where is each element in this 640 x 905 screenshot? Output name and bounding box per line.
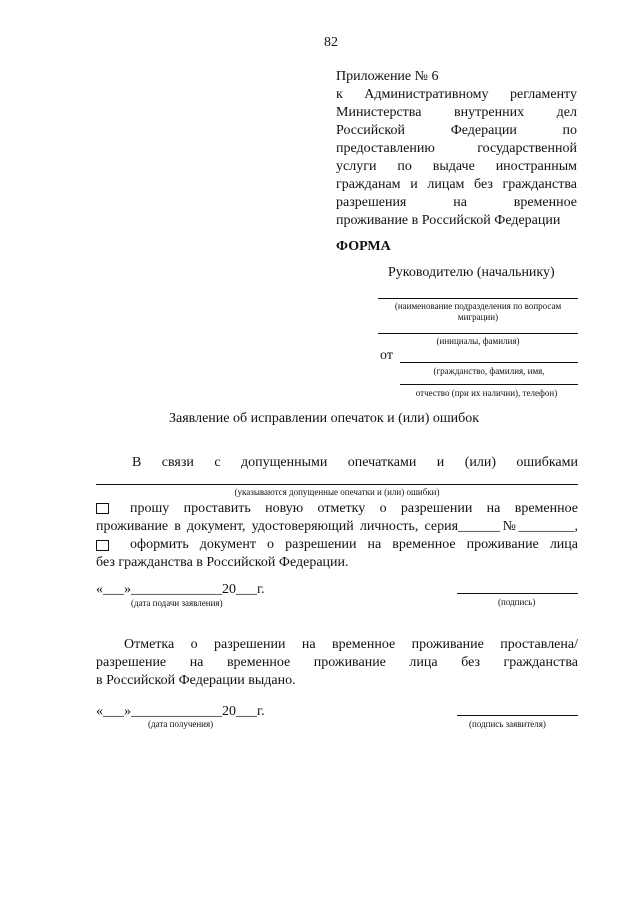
appendix-title: Приложение № 6 bbox=[336, 69, 439, 84]
from-label: от bbox=[380, 348, 393, 363]
patronymic-line bbox=[400, 384, 578, 385]
appendix-line: гражданам и лицам без гражданства bbox=[336, 177, 577, 192]
errors-line bbox=[96, 484, 578, 485]
intro-word: допущенными bbox=[240, 455, 328, 470]
form-label: ФОРМА bbox=[336, 239, 391, 254]
intro-word: связи bbox=[161, 455, 194, 470]
receipt-date: «___»_____________20___г. bbox=[96, 704, 265, 719]
appendix-block bbox=[336, 68, 577, 230]
applicant-signature-line bbox=[457, 715, 578, 716]
appendix-last-line: проживание в Российской Федерации bbox=[336, 213, 561, 228]
mark-line-3: в Российской Федерации выдано. bbox=[96, 673, 296, 688]
initials-line bbox=[378, 333, 578, 334]
initials-caption: (инициалы, фамилия) bbox=[436, 336, 520, 346]
option-2-line-1: оформить документ о разрешении на временное проживание лица bbox=[130, 537, 578, 552]
errors-caption: (указываются допущенные опечатки и (или) ошибки) bbox=[234, 487, 440, 497]
from-line bbox=[400, 362, 578, 363]
application-date-caption: (дата подачи заявления) bbox=[131, 598, 223, 608]
patronymic-caption: отчество (при их наличии), телефон) bbox=[415, 388, 558, 398]
applicant-signature-caption: (подпись заявителя) bbox=[469, 719, 546, 729]
option-1-line-2: проживание в документ, удостоверяющий личность, серия______№________, bbox=[96, 519, 578, 534]
option-2-line-2: без гражданства в Российской Федерации. bbox=[96, 555, 349, 570]
page-number: 82 bbox=[324, 35, 338, 50]
intro-word: опечатками bbox=[347, 455, 417, 470]
citizenship-caption: (гражданство, фамилия, имя, bbox=[433, 366, 545, 376]
mark-line-1: Отметка о разрешении на временное проживание проставлена/ bbox=[124, 637, 578, 652]
appendix-line: Российской Федерации по bbox=[336, 123, 577, 138]
option-1-line-1: прошу проставить новую отметку о разрешении на временное bbox=[130, 501, 578, 516]
intro-word: ошибками bbox=[516, 455, 578, 470]
appendix-line: Министерства внутренних дел bbox=[336, 105, 577, 120]
intro-word: (или) bbox=[464, 455, 496, 470]
addressee-to: Руководителю (начальнику) bbox=[388, 265, 555, 280]
appendix-line: разрешения на временное bbox=[336, 195, 577, 210]
division-line bbox=[378, 298, 578, 299]
option-2-checkbox[interactable] bbox=[96, 540, 109, 551]
appendix-line: предоставлению государственной bbox=[336, 141, 577, 156]
division-caption: (наименование подразделения по вопросам миграции) bbox=[394, 301, 562, 322]
intro-word: В bbox=[132, 455, 142, 470]
statement-title: Заявление об исправлении опечаток и (или) ошибок bbox=[169, 411, 480, 426]
intro-word: с bbox=[214, 455, 221, 470]
appendix-line: к Административному регламенту bbox=[336, 87, 577, 102]
appendix-line: услуги по выдаче иностранным bbox=[336, 159, 577, 174]
application-date: «___»_____________20___г. bbox=[96, 582, 265, 597]
signature-line bbox=[457, 593, 578, 594]
signature-caption: (подпись) bbox=[498, 597, 536, 607]
option-1-checkbox[interactable] bbox=[96, 503, 109, 514]
receipt-date-caption: (дата получения) bbox=[148, 719, 214, 729]
intro-word: и bbox=[436, 455, 445, 470]
mark-line-2: разрешение на временное проживание лица без гражданства bbox=[96, 655, 578, 670]
intro-line bbox=[132, 454, 578, 472]
